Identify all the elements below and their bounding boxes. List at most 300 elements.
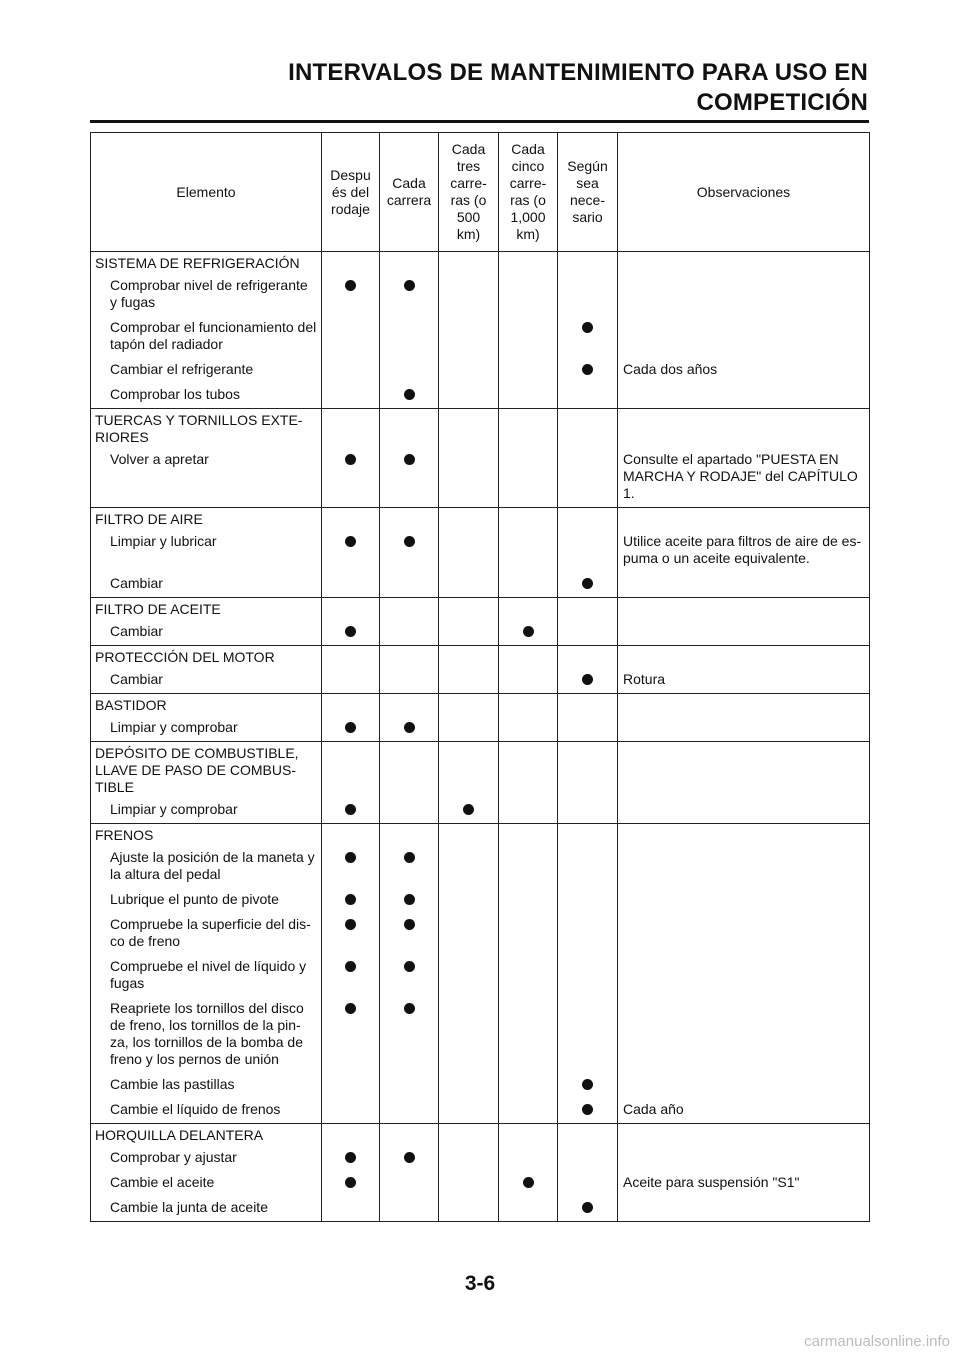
section-title-spacer (439, 409, 498, 448)
observation-text (618, 888, 869, 913)
item-line (91, 1098, 321, 1123)
observation-text (618, 383, 869, 408)
bullet-mark-icon (404, 961, 415, 972)
observation-text (618, 846, 869, 888)
table-section-row (91, 508, 870, 598)
interval-cell-3 (499, 1124, 558, 1222)
section-title: PROTECCIÓN DEL MOTOR (95, 649, 275, 665)
item-label: Comprobar los tubos (110, 386, 240, 402)
column-header-line: km) (516, 226, 540, 242)
mark-line (322, 913, 379, 955)
item-line (91, 798, 321, 823)
page-number: 3-6 (464, 1272, 496, 1295)
section-title-spacer (558, 508, 617, 530)
section-title-spacer (499, 742, 557, 798)
interval-cell-0 (322, 694, 380, 742)
mark-line (322, 846, 379, 888)
bullet-mark-icon (404, 722, 415, 733)
column-header-3 (439, 133, 499, 252)
mark-line (558, 888, 617, 913)
item-line (91, 1171, 321, 1196)
mark-line (558, 913, 617, 955)
item-line (91, 1196, 321, 1221)
observation-text (618, 572, 869, 597)
mark-line (439, 448, 498, 507)
interval-cell-1 (380, 646, 439, 694)
column-header-line: sario (572, 209, 603, 225)
table-section-row (91, 742, 870, 824)
column-header-1 (322, 133, 380, 252)
column-header-line: Según (567, 158, 608, 174)
observation-text: Consulte el apartado "PUESTA EN MARCHA Y RODAJE" del CAPÍTULO 1. (623, 451, 858, 501)
mark-line (322, 1073, 379, 1098)
section-title-spacer (499, 1124, 557, 1146)
observation-text (618, 1073, 869, 1098)
bullet-mark-icon (523, 626, 534, 637)
mark-line (558, 955, 617, 997)
item-label: Comprobar nivel de refrigerante y fugas (110, 277, 308, 310)
section-title: HORQUILLA DELANTERA (95, 1127, 264, 1143)
section-title-spacer (499, 409, 557, 448)
interval-cell-3 (499, 508, 558, 598)
interval-cell-4 (558, 598, 618, 646)
watermark: carmanualsonline.info (804, 1333, 950, 1350)
mark-line (558, 620, 617, 645)
mark-line (499, 997, 557, 1073)
item-label: Cambie el aceite (110, 1174, 215, 1190)
mark-line (380, 1073, 438, 1098)
mark-line (380, 1171, 438, 1196)
item-label: Ajuste la posición de la maneta y la altura del pedal (110, 849, 315, 882)
interval-cell-3 (499, 252, 558, 409)
element-cell (91, 252, 322, 409)
mark-line (439, 955, 498, 997)
bullet-mark-icon (463, 804, 474, 815)
section-title: DEPÓSITO DE COMBUSTIBLE, LLAVE DE PASO DE COMBUS- TIBLE (95, 745, 299, 795)
mark-line (380, 955, 438, 997)
observation-text: Cada año (623, 1101, 684, 1117)
column-header-line: ras (o (510, 192, 546, 208)
section-title-spacer (618, 694, 869, 716)
section-title-spacer (558, 646, 617, 668)
mark-line (380, 448, 438, 507)
bullet-mark-icon (404, 280, 415, 291)
mark-line (499, 1098, 557, 1123)
element-cell (91, 824, 322, 1124)
interval-cell-3 (499, 646, 558, 694)
item-line (91, 274, 321, 316)
observations-cell (618, 742, 870, 824)
interval-cell-2 (439, 598, 499, 646)
column-header-0 (91, 133, 322, 252)
mark-line (558, 530, 617, 572)
item-line (91, 955, 321, 997)
section-title-spacer (618, 508, 869, 530)
mark-line (380, 798, 438, 823)
section-title-spacer (618, 646, 869, 668)
interval-cell-1 (380, 694, 439, 742)
section-title-spacer (439, 824, 498, 846)
column-header-line: Despu (330, 166, 371, 183)
item-line (91, 383, 321, 408)
item-line (91, 913, 321, 955)
mark-line (439, 798, 498, 823)
section-title-spacer (499, 598, 557, 620)
column-header-line: carrera (386, 192, 432, 208)
interval-cell-0 (322, 1124, 380, 1222)
bullet-mark-icon (582, 1202, 593, 1213)
observations-cell (618, 409, 870, 508)
section-title-spacer (499, 646, 557, 668)
interval-cell-2 (439, 1124, 499, 1222)
item-line (91, 997, 321, 1073)
mark-line (558, 846, 617, 888)
section-title-spacer (322, 824, 379, 846)
mark-line (322, 572, 379, 597)
interval-cell-0 (322, 598, 380, 646)
column-header-line: Cada (451, 141, 486, 157)
item-label: Cambiar (110, 623, 163, 639)
column-header-line: km) (456, 226, 481, 242)
column-header-line: Elemento (176, 183, 236, 200)
mark-line (322, 316, 379, 358)
item-label: Comprobar y ajustar (110, 1149, 237, 1165)
section-title-spacer (380, 694, 438, 716)
item-line (91, 1073, 321, 1098)
section-title-spacer (558, 409, 617, 448)
mark-line (439, 846, 498, 888)
item-label: Limpiar y comprobar (110, 801, 238, 817)
interval-cell-4 (558, 742, 618, 824)
section-title-spacer (322, 252, 379, 274)
mark-line (499, 955, 557, 997)
mark-line (322, 997, 379, 1073)
item-label: Cambie la junta de aceite (110, 1199, 268, 1215)
section-title-spacer (618, 1124, 869, 1146)
interval-cell-0 (322, 508, 380, 598)
section-title-spacer (558, 824, 617, 846)
column-header-line: rodaje (331, 200, 370, 217)
bullet-mark-icon (345, 626, 356, 637)
item-line (91, 572, 321, 597)
mark-line (439, 1196, 498, 1221)
mark-line (499, 798, 557, 823)
mark-line (499, 1196, 557, 1221)
observation-text: Utilice aceite para filtros de aire de es- puma o un aceite equivalente. (623, 533, 862, 566)
mark-line (439, 530, 498, 572)
mark-line (558, 383, 617, 408)
mark-line (322, 1146, 379, 1171)
observation-text (618, 1196, 869, 1221)
mark-line (439, 383, 498, 408)
bullet-mark-icon (404, 852, 415, 863)
mark-line (439, 1171, 498, 1196)
column-header-line: 1,000 (510, 209, 546, 225)
mark-line (558, 798, 617, 823)
mark-line (499, 1146, 557, 1171)
mark-line (322, 955, 379, 997)
section-title-spacer (558, 252, 617, 274)
mark-line (439, 1073, 498, 1098)
observation-text (618, 316, 869, 358)
interval-cell-1 (380, 508, 439, 598)
observation-text (618, 716, 869, 741)
column-header-line: Cada (392, 175, 426, 191)
mark-line (439, 668, 498, 693)
interval-cell-2 (439, 252, 499, 409)
title-rule (90, 120, 869, 123)
section-title-spacer (439, 1124, 498, 1146)
observation-text (618, 955, 869, 997)
section-title-spacer (439, 598, 498, 620)
interval-cell-1 (380, 1124, 439, 1222)
mark-line (499, 530, 557, 572)
mark-line (558, 1098, 617, 1123)
section-title-spacer (499, 252, 557, 274)
interval-cell-0 (322, 742, 380, 824)
section-title-spacer (380, 409, 438, 448)
item-label: Reapriete los tornillos del disco de freno, los tornillos de la pin- za, los tornillos de la bomba de freno y los pernos de unión (110, 1000, 304, 1067)
mark-line (558, 448, 617, 507)
mark-line (558, 1171, 617, 1196)
section-title-spacer (322, 646, 379, 668)
column-header-2 (380, 133, 439, 252)
bullet-mark-icon (345, 1152, 356, 1163)
mark-line (439, 620, 498, 645)
bullet-mark-icon (404, 1003, 415, 1014)
mark-line (439, 913, 498, 955)
column-header-line: tres (456, 158, 481, 174)
section-title-spacer (322, 598, 379, 620)
mark-line (499, 1171, 557, 1196)
mark-line (558, 358, 617, 383)
mark-line (439, 274, 498, 316)
item-line (91, 888, 321, 913)
mark-line (380, 1196, 438, 1221)
mark-line (499, 620, 557, 645)
table-section-row (91, 252, 870, 409)
item-line (91, 530, 321, 572)
section-title-spacer (558, 694, 617, 716)
mark-line (499, 316, 557, 358)
interval-cell-4 (558, 824, 618, 1124)
mark-line (558, 274, 617, 316)
section-title: SISTEMA DE REFRIGERACIÓN (95, 255, 300, 271)
mark-line (380, 274, 438, 316)
section-title-spacer (558, 1124, 617, 1146)
observation-text: Cada dos años (623, 361, 718, 377)
mark-line (499, 358, 557, 383)
element-cell (91, 1124, 322, 1222)
interval-cell-1 (380, 742, 439, 824)
column-header-line: 500 (456, 209, 481, 225)
interval-cell-2 (439, 508, 499, 598)
element-cell (91, 508, 322, 598)
mark-line (499, 716, 557, 741)
mark-line (322, 620, 379, 645)
section-title-spacer (618, 598, 869, 620)
mark-line (380, 530, 438, 572)
interval-cell-3 (499, 824, 558, 1124)
section-title-spacer (380, 742, 438, 798)
interval-cell-4 (558, 694, 618, 742)
observation-text: Aceite para suspensión "S1" (623, 1174, 800, 1190)
mark-line (380, 668, 438, 693)
interval-cell-0 (322, 409, 380, 508)
interval-cell-1 (380, 252, 439, 409)
observation-text (618, 1146, 869, 1171)
maintenance-table (90, 132, 870, 1222)
table-header-row (91, 133, 870, 252)
section-title: BASTIDOR (95, 697, 167, 713)
mark-line (322, 1098, 379, 1123)
interval-cell-2 (439, 742, 499, 824)
mark-line (558, 572, 617, 597)
mark-line (439, 358, 498, 383)
bullet-mark-icon (404, 894, 415, 905)
section-title-spacer (439, 646, 498, 668)
page-title (288, 58, 868, 118)
item-line (91, 316, 321, 358)
interval-cell-1 (380, 824, 439, 1124)
section-title-spacer (322, 409, 379, 448)
bullet-mark-icon (582, 1104, 593, 1115)
item-label: Limpiar y lubricar (110, 533, 217, 549)
column-header-6 (618, 133, 870, 252)
item-label: Cambiar el refrigerante (110, 361, 254, 377)
column-header-line: cinco (511, 158, 545, 174)
mark-line (322, 1171, 379, 1196)
bullet-mark-icon (345, 280, 356, 291)
section-title-spacer (439, 694, 498, 716)
bullet-mark-icon (345, 894, 356, 905)
mark-line (380, 358, 438, 383)
item-label: Volver a apretar (110, 451, 209, 467)
observations-cell (618, 646, 870, 694)
mark-line (322, 448, 379, 507)
column-header-line: nece- (569, 192, 606, 208)
mark-line (499, 913, 557, 955)
section-title-spacer (618, 252, 869, 274)
mark-line (499, 274, 557, 316)
section-title: FILTRO DE ACEITE (95, 601, 221, 617)
mark-line (322, 1196, 379, 1221)
mark-line (380, 997, 438, 1073)
column-header-line: Observaciones (696, 183, 791, 200)
item-line (91, 716, 321, 741)
bullet-mark-icon (345, 961, 356, 972)
table-section-row (91, 824, 870, 1124)
bullet-mark-icon (582, 322, 593, 333)
element-cell (91, 694, 322, 742)
section-title-spacer (322, 694, 379, 716)
bullet-mark-icon (345, 1177, 356, 1188)
interval-cell-4 (558, 646, 618, 694)
item-label: Compruebe la superficie del dis- co de freno (110, 916, 311, 949)
mark-line (380, 620, 438, 645)
mark-line (439, 572, 498, 597)
table-section-row (91, 598, 870, 646)
observations-cell (618, 694, 870, 742)
section-title-spacer (380, 252, 438, 274)
interval-cell-4 (558, 1124, 618, 1222)
mark-line (380, 716, 438, 741)
interval-cell-4 (558, 508, 618, 598)
column-header-line: és del (331, 183, 370, 200)
interval-cell-3 (499, 694, 558, 742)
observation-text (618, 798, 869, 823)
observation-text (618, 274, 869, 316)
interval-cell-1 (380, 598, 439, 646)
bullet-mark-icon (404, 536, 415, 547)
mark-line (380, 846, 438, 888)
mark-line (322, 383, 379, 408)
section-title-spacer (499, 508, 557, 530)
section-title-spacer (380, 598, 438, 620)
mark-line (380, 1146, 438, 1171)
interval-cell-1 (380, 409, 439, 508)
mark-line (499, 383, 557, 408)
section-title-spacer (618, 742, 869, 798)
element-cell (91, 742, 322, 824)
item-line (91, 358, 321, 383)
mark-line (499, 668, 557, 693)
section-title-spacer (322, 742, 379, 798)
interval-cell-2 (439, 646, 499, 694)
section-title-spacer (322, 1124, 379, 1146)
mark-line (322, 888, 379, 913)
table-section-row (91, 646, 870, 694)
item-line (91, 846, 321, 888)
mark-line (439, 316, 498, 358)
item-label: Cambiar (110, 575, 163, 591)
interval-cell-0 (322, 824, 380, 1124)
mark-line (558, 997, 617, 1073)
mark-line (558, 316, 617, 358)
mark-line (499, 846, 557, 888)
mark-line (499, 1073, 557, 1098)
bullet-mark-icon (582, 674, 593, 685)
bullet-mark-icon (345, 1003, 356, 1014)
bullet-mark-icon (345, 536, 356, 547)
bullet-mark-icon (404, 454, 415, 465)
observations-cell (618, 824, 870, 1124)
section-title: FILTRO DE AIRE (95, 511, 203, 527)
bullet-mark-icon (345, 722, 356, 733)
item-line (91, 448, 321, 507)
section-title: FRENOS (95, 827, 154, 843)
section-title-spacer (439, 742, 498, 798)
item-line (91, 620, 321, 645)
section-title-spacer (499, 694, 557, 716)
section-title-spacer (380, 646, 438, 668)
mark-line (499, 888, 557, 913)
mark-line (380, 572, 438, 597)
table-section-row (91, 409, 870, 508)
element-cell (91, 409, 322, 508)
interval-cell-2 (439, 824, 499, 1124)
interval-cell-2 (439, 694, 499, 742)
mark-line (439, 1098, 498, 1123)
mark-line (322, 274, 379, 316)
section-title-spacer (380, 824, 438, 846)
section-title-spacer (558, 742, 617, 798)
mark-line (499, 448, 557, 507)
mark-line (499, 572, 557, 597)
interval-cell-4 (558, 409, 618, 508)
interval-cell-2 (439, 409, 499, 508)
mark-line (439, 716, 498, 741)
